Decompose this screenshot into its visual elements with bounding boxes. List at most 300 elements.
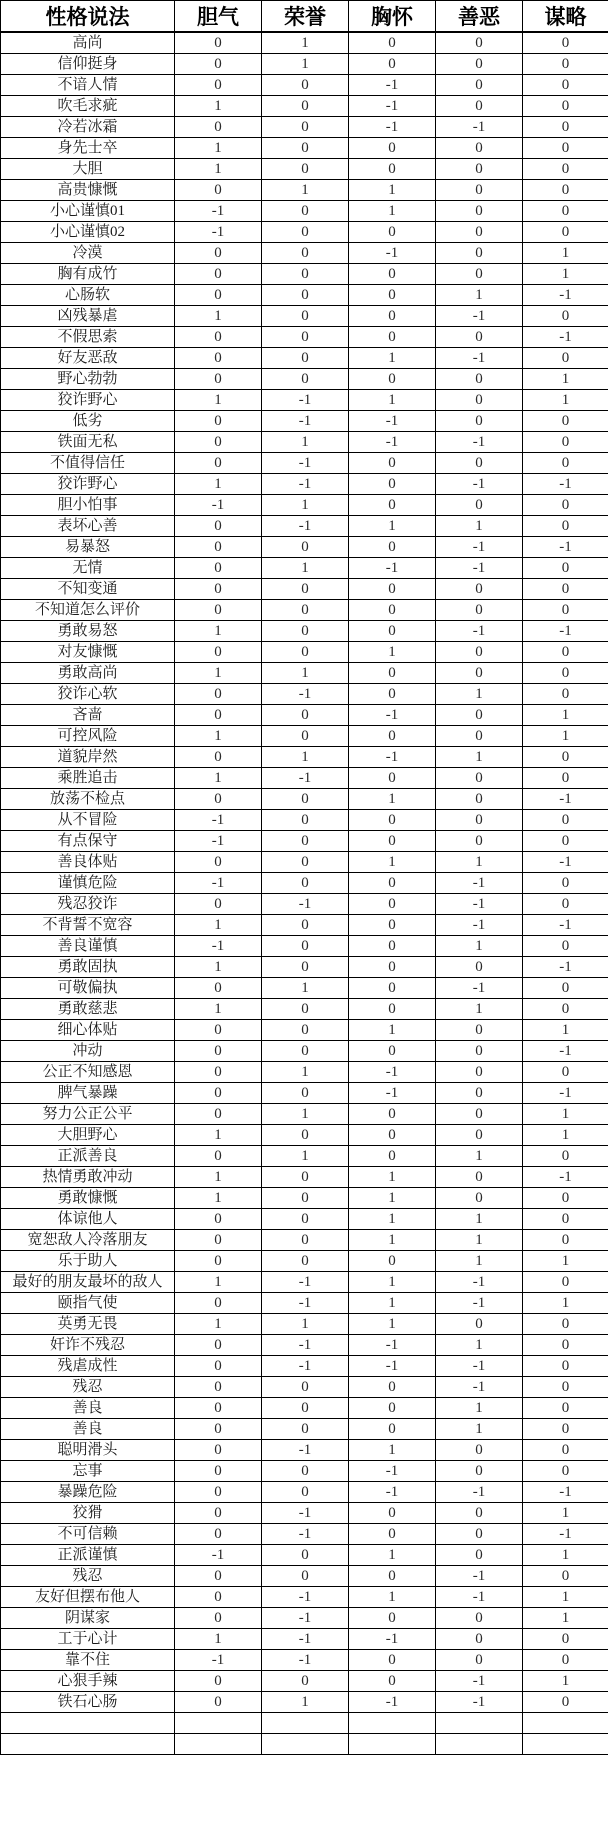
value-cell: -1: [349, 75, 436, 96]
value-cell: 0: [523, 1230, 608, 1251]
value-cell: 0: [175, 537, 262, 558]
value-cell: 1: [349, 201, 436, 222]
value-cell: 0: [436, 1503, 523, 1524]
trait-label-cell: 有点保守: [1, 831, 175, 852]
header-row: [1, 1, 608, 33]
value-cell: 0: [262, 705, 349, 726]
value-cell: -1: [262, 684, 349, 705]
value-cell: 0: [436, 957, 523, 978]
table-row: [1, 831, 608, 852]
value-cell: 0: [523, 600, 608, 621]
value-cell: 0: [349, 831, 436, 852]
value-cell: 1: [175, 390, 262, 411]
value-cell: 0: [175, 1377, 262, 1398]
value-cell: 0: [436, 138, 523, 159]
value-cell: 0: [175, 75, 262, 96]
value-cell: 0: [262, 159, 349, 180]
trait-label-cell: 表坏心善: [1, 516, 175, 537]
value-cell: 0: [262, 1251, 349, 1272]
trait-label-cell: 残忍: [1, 1377, 175, 1398]
trait-label-cell: 不值得信任: [1, 453, 175, 474]
value-cell: -1: [523, 285, 608, 306]
table-row: [1, 243, 608, 264]
value-cell: 1: [436, 1419, 523, 1440]
value-cell: 0: [262, 1482, 349, 1503]
table-row: [1, 789, 608, 810]
value-cell: -1: [436, 537, 523, 558]
value-cell: 1: [523, 1587, 608, 1608]
value-cell: 0: [436, 1104, 523, 1125]
value-cell: 0: [349, 1566, 436, 1587]
value-cell: -1: [349, 1482, 436, 1503]
value-cell: 0: [262, 1209, 349, 1230]
table-row: [1, 1209, 608, 1230]
trait-label-cell: 可控风险: [1, 726, 175, 747]
value-cell: 0: [523, 810, 608, 831]
value-cell: 0: [436, 768, 523, 789]
value-cell: 1: [349, 180, 436, 201]
value-cell: 0: [175, 978, 262, 999]
value-cell: -1: [436, 978, 523, 999]
value-cell: 0: [436, 390, 523, 411]
value-cell: 1: [175, 915, 262, 936]
trait-label-cell: 狡诈野心: [1, 474, 175, 495]
trait-label-cell: 狡猾: [1, 1503, 175, 1524]
value-cell: -1: [175, 1650, 262, 1671]
value-cell: 1: [175, 306, 262, 327]
value-cell: -1: [349, 1335, 436, 1356]
value-cell: 0: [349, 264, 436, 285]
value-cell: -1: [436, 621, 523, 642]
trait-label-cell: 冲动: [1, 1041, 175, 1062]
value-cell: 1: [436, 1209, 523, 1230]
value-cell: 0: [175, 1293, 262, 1314]
value-cell: 0: [349, 1125, 436, 1146]
value-cell: -1: [349, 1083, 436, 1104]
value-cell: 0: [262, 222, 349, 243]
value-cell: 1: [436, 936, 523, 957]
value-cell: -1: [175, 1545, 262, 1566]
value-cell: 0: [175, 747, 262, 768]
value-cell: 1: [349, 1020, 436, 1041]
value-cell: 0: [436, 180, 523, 201]
value-cell: 1: [175, 999, 262, 1020]
value-cell: 1: [523, 1545, 608, 1566]
value-cell: 0: [349, 1251, 436, 1272]
table-row: [1, 1230, 608, 1251]
value-cell: 1: [523, 1251, 608, 1272]
trait-label-cell: 铁石心肠: [1, 1692, 175, 1713]
value-cell: 0: [175, 1062, 262, 1083]
value-cell: -1: [436, 1692, 523, 1713]
value-cell: 0: [523, 1272, 608, 1293]
value-cell: -1: [349, 1062, 436, 1083]
value-cell: 0: [262, 621, 349, 642]
value-cell: -1: [523, 789, 608, 810]
table-row: [1, 1629, 608, 1650]
trait-label-cell: 小心谨慎01: [1, 201, 175, 222]
value-cell: 0: [349, 222, 436, 243]
value-cell: 0: [262, 306, 349, 327]
value-cell: 1: [262, 1104, 349, 1125]
trait-label-cell: 善良: [1, 1419, 175, 1440]
value-cell: 0: [262, 642, 349, 663]
value-cell: 1: [523, 369, 608, 390]
trait-label-cell: 乘胜追击: [1, 768, 175, 789]
trait-label-cell: 乐于助人: [1, 1251, 175, 1272]
value-cell: -1: [349, 117, 436, 138]
value-cell: 0: [262, 348, 349, 369]
value-cell: 1: [436, 852, 523, 873]
value-cell: -1: [349, 705, 436, 726]
value-cell: 0: [523, 747, 608, 768]
value-cell: -1: [523, 957, 608, 978]
table-body: [1, 32, 608, 1755]
table-row: [1, 411, 608, 432]
value-cell: 1: [436, 1335, 523, 1356]
value-cell: 0: [175, 32, 262, 54]
value-cell: 1: [262, 747, 349, 768]
value-cell: 0: [523, 579, 608, 600]
value-cell: 0: [262, 75, 349, 96]
value-cell: 0: [175, 1461, 262, 1482]
table-row: [1, 1377, 608, 1398]
table-row: [1, 327, 608, 348]
trait-label-cell: [1, 1713, 175, 1734]
value-cell: -1: [262, 1440, 349, 1461]
table-row: [1, 1083, 608, 1104]
value-cell: 0: [262, 726, 349, 747]
table-row: [1, 684, 608, 705]
value-cell: 0: [436, 642, 523, 663]
value-cell: 0: [523, 411, 608, 432]
table-row: [1, 390, 608, 411]
value-cell: 0: [262, 831, 349, 852]
value-cell: 0: [436, 264, 523, 285]
value-cell: 1: [349, 516, 436, 537]
trait-label-cell: 勇敢慈悲: [1, 999, 175, 1020]
value-cell: 1: [523, 390, 608, 411]
value-cell: -1: [349, 243, 436, 264]
value-cell: 0: [349, 306, 436, 327]
trait-label-cell: 正派谨慎: [1, 1545, 175, 1566]
value-cell: [523, 1713, 608, 1734]
value-cell: 1: [523, 1125, 608, 1146]
table-row: [1, 1188, 608, 1209]
value-cell: -1: [523, 474, 608, 495]
value-cell: 0: [349, 495, 436, 516]
trait-label-cell: 无情: [1, 558, 175, 579]
value-cell: -1: [436, 558, 523, 579]
trait-label-cell: 吝啬: [1, 705, 175, 726]
table-row: [1, 264, 608, 285]
value-cell: 0: [175, 558, 262, 579]
value-cell: 0: [436, 1440, 523, 1461]
value-cell: [523, 1734, 608, 1755]
value-cell: 1: [523, 1104, 608, 1125]
column-header-xionghuai: 胸怀: [349, 1, 436, 33]
value-cell: 1: [262, 1692, 349, 1713]
value-cell: 0: [349, 138, 436, 159]
value-cell: 0: [349, 54, 436, 75]
value-cell: 0: [436, 243, 523, 264]
value-cell: 0: [262, 936, 349, 957]
trait-label-cell: 大胆野心: [1, 1125, 175, 1146]
value-cell: 0: [349, 978, 436, 999]
trait-label-cell: 勇敢慷慨: [1, 1188, 175, 1209]
value-cell: 0: [349, 1377, 436, 1398]
value-cell: 0: [175, 1503, 262, 1524]
table-row: [1, 873, 608, 894]
trait-label-cell: 铁面无私: [1, 432, 175, 453]
trait-label-cell: 低劣: [1, 411, 175, 432]
table-row: [1, 936, 608, 957]
value-cell: 1: [523, 1020, 608, 1041]
value-cell: 0: [262, 285, 349, 306]
value-cell: 0: [349, 999, 436, 1020]
value-cell: 0: [262, 600, 349, 621]
value-cell: 0: [262, 1545, 349, 1566]
value-cell: 0: [175, 243, 262, 264]
value-cell: -1: [262, 1356, 349, 1377]
value-cell: -1: [175, 222, 262, 243]
value-cell: 0: [436, 369, 523, 390]
value-cell: 1: [349, 1545, 436, 1566]
value-cell: -1: [436, 873, 523, 894]
trait-label-cell: 不背誓不宽容: [1, 915, 175, 936]
value-cell: -1: [523, 1041, 608, 1062]
trait-label-cell: 冷若冰霜: [1, 117, 175, 138]
value-cell: 0: [523, 1398, 608, 1419]
trait-label-cell: 凶残暴虐: [1, 306, 175, 327]
value-cell: 1: [436, 999, 523, 1020]
value-cell: -1: [349, 1461, 436, 1482]
table-row: [1, 1482, 608, 1503]
trait-label-cell: 不知变通: [1, 579, 175, 600]
table-row: [1, 852, 608, 873]
value-cell: 0: [523, 558, 608, 579]
table-row: [1, 285, 608, 306]
value-cell: -1: [262, 1335, 349, 1356]
value-cell: 0: [262, 1125, 349, 1146]
value-cell: -1: [349, 1356, 436, 1377]
value-cell: -1: [175, 201, 262, 222]
value-cell: 0: [436, 1167, 523, 1188]
trait-label-cell: 最好的朋友最坏的敌人: [1, 1272, 175, 1293]
value-cell: 1: [436, 684, 523, 705]
value-cell: 0: [175, 432, 262, 453]
value-cell: 0: [436, 75, 523, 96]
value-cell: 0: [436, 726, 523, 747]
table-row: [1, 159, 608, 180]
trait-label-cell: 高尚: [1, 32, 175, 54]
table-row: [1, 1356, 608, 1377]
value-cell: 1: [349, 642, 436, 663]
value-cell: 0: [175, 327, 262, 348]
value-cell: 0: [523, 453, 608, 474]
trait-label-cell: 勇敢易怒: [1, 621, 175, 642]
value-cell: 0: [523, 32, 608, 54]
table-row: [1, 1335, 608, 1356]
column-header-danqi: 胆气: [175, 1, 262, 33]
value-cell: 0: [262, 1167, 349, 1188]
value-cell: 0: [349, 621, 436, 642]
column-header-trait: 性格说法: [1, 1, 175, 33]
value-cell: 0: [523, 999, 608, 1020]
value-cell: 0: [175, 1104, 262, 1125]
table-row: [1, 1503, 608, 1524]
value-cell: -1: [523, 852, 608, 873]
value-cell: 0: [349, 1524, 436, 1545]
trait-label-cell: 暴躁危险: [1, 1482, 175, 1503]
value-cell: -1: [262, 768, 349, 789]
value-cell: 0: [175, 684, 262, 705]
value-cell: 0: [175, 789, 262, 810]
trait-label-cell: 不谙人情: [1, 75, 175, 96]
table-row: [1, 96, 608, 117]
table-row: [1, 642, 608, 663]
value-cell: 1: [349, 348, 436, 369]
trait-label-cell: 野心勃勃: [1, 369, 175, 390]
table-row: [1, 1167, 608, 1188]
value-cell: 1: [262, 432, 349, 453]
trait-label-cell: 不知道怎么评价: [1, 600, 175, 621]
table-row: [1, 1020, 608, 1041]
value-cell: 0: [436, 32, 523, 54]
value-cell: 0: [523, 222, 608, 243]
value-cell: 0: [523, 1440, 608, 1461]
value-cell: 0: [436, 1062, 523, 1083]
table-row: [1, 432, 608, 453]
trait-label-cell: 颐指气使: [1, 1293, 175, 1314]
value-cell: 1: [175, 138, 262, 159]
value-cell: -1: [436, 474, 523, 495]
value-cell: 1: [175, 1629, 262, 1650]
value-cell: -1: [436, 117, 523, 138]
value-cell: 0: [175, 600, 262, 621]
value-cell: -1: [523, 915, 608, 936]
trait-label-cell: 谨慎危险: [1, 873, 175, 894]
table-row: [1, 138, 608, 159]
value-cell: 0: [523, 348, 608, 369]
value-cell: 0: [523, 768, 608, 789]
value-cell: 1: [262, 663, 349, 684]
value-cell: 1: [262, 978, 349, 999]
trait-label-cell: 道貌岸然: [1, 747, 175, 768]
value-cell: 0: [349, 1503, 436, 1524]
value-cell: [436, 1734, 523, 1755]
value-cell: 0: [262, 1419, 349, 1440]
value-cell: -1: [262, 1629, 349, 1650]
value-cell: -1: [436, 1293, 523, 1314]
table-row: [1, 180, 608, 201]
value-cell: 0: [523, 117, 608, 138]
value-cell: 0: [349, 1104, 436, 1125]
value-cell: 1: [175, 768, 262, 789]
value-cell: -1: [262, 1503, 349, 1524]
trait-label-cell: 胸有成竹: [1, 264, 175, 285]
value-cell: 0: [175, 852, 262, 873]
table-row: [1, 516, 608, 537]
column-header-shane: 善恶: [436, 1, 523, 33]
value-cell: 0: [523, 1356, 608, 1377]
table-row: [1, 1440, 608, 1461]
table-row: [1, 1272, 608, 1293]
value-cell: 1: [349, 1293, 436, 1314]
value-cell: 1: [175, 474, 262, 495]
value-cell: 1: [349, 1167, 436, 1188]
trait-label-cell: 残虐成性: [1, 1356, 175, 1377]
value-cell: 0: [262, 117, 349, 138]
value-cell: 0: [436, 789, 523, 810]
value-cell: 0: [436, 579, 523, 600]
value-cell: 0: [175, 1671, 262, 1692]
value-cell: 0: [436, 663, 523, 684]
value-cell: 0: [262, 1671, 349, 1692]
table-row: [1, 1293, 608, 1314]
value-cell: 0: [262, 957, 349, 978]
value-cell: 1: [262, 54, 349, 75]
value-cell: 0: [175, 348, 262, 369]
trait-label-cell: 身先士卒: [1, 138, 175, 159]
value-cell: 0: [523, 75, 608, 96]
value-cell: 0: [175, 180, 262, 201]
trait-label-cell: 努力公正公平: [1, 1104, 175, 1125]
table-row: [1, 894, 608, 915]
value-cell: 0: [262, 327, 349, 348]
value-cell: 0: [262, 138, 349, 159]
value-cell: 1: [436, 516, 523, 537]
trait-label-cell: 冷漠: [1, 243, 175, 264]
value-cell: 1: [349, 789, 436, 810]
trait-label-cell: 体谅他人: [1, 1209, 175, 1230]
value-cell: -1: [262, 390, 349, 411]
table-row: [1, 32, 608, 54]
value-cell: 0: [436, 1020, 523, 1041]
trait-label-cell: 信仰挺身: [1, 54, 175, 75]
value-cell: 0: [175, 1041, 262, 1062]
trait-label-cell: 狡诈心软: [1, 684, 175, 705]
value-cell: 0: [523, 495, 608, 516]
value-cell: 0: [349, 1608, 436, 1629]
value-cell: 0: [175, 1335, 262, 1356]
trait-label-cell: 正派善良: [1, 1146, 175, 1167]
value-cell: 0: [175, 516, 262, 537]
value-cell: 1: [349, 1272, 436, 1293]
value-cell: 0: [262, 789, 349, 810]
value-cell: [349, 1734, 436, 1755]
table-row: [1, 1671, 608, 1692]
value-cell: 0: [349, 453, 436, 474]
value-cell: 0: [349, 327, 436, 348]
table-row: [1, 558, 608, 579]
value-cell: 0: [523, 1692, 608, 1713]
value-cell: 0: [262, 1083, 349, 1104]
value-cell: 0: [436, 1629, 523, 1650]
value-cell: 1: [175, 1272, 262, 1293]
value-cell: -1: [262, 1524, 349, 1545]
value-cell: 0: [262, 1566, 349, 1587]
table-row: [1, 1545, 608, 1566]
value-cell: 0: [523, 978, 608, 999]
value-cell: 0: [436, 1041, 523, 1062]
trait-label-cell: 宽恕敌人冷落朋友: [1, 1230, 175, 1251]
table-row: [1, 117, 608, 138]
table-row: [1, 1104, 608, 1125]
trait-label-cell: 忘事: [1, 1461, 175, 1482]
value-cell: 0: [349, 915, 436, 936]
value-cell: [436, 1713, 523, 1734]
